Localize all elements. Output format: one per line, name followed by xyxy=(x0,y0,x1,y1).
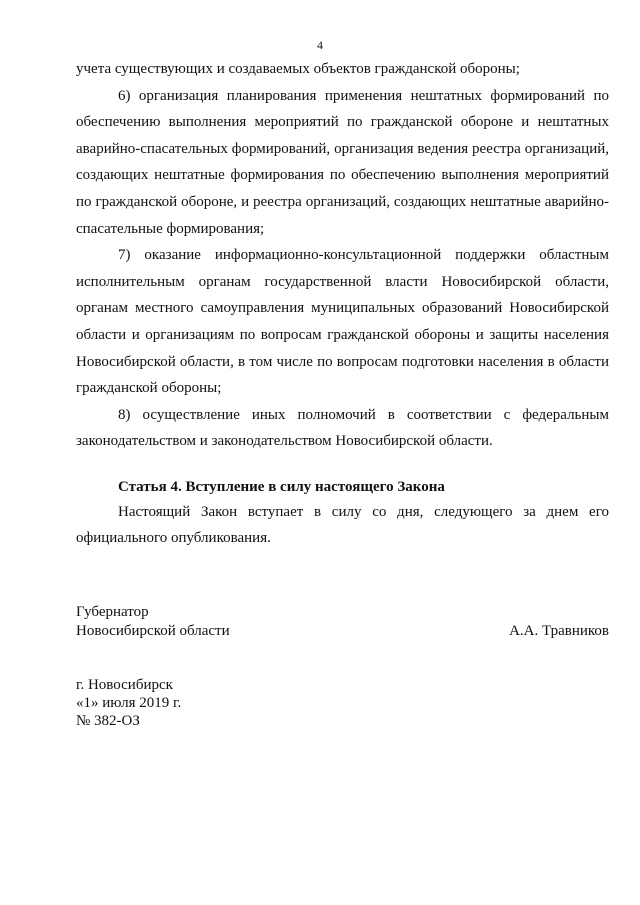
adoption-date: «1» июля 2019 г. xyxy=(76,695,182,711)
law-number: № 382-ОЗ xyxy=(76,713,140,729)
paragraph-item-6: 6) организация планирования применения нештатных формирований по обеспечению выполнения мероприятий по гражданской обороне и нештатных аварийно-спасательных формирований, организация ведения реестра организаций, создающих нештатные формирования по обеспечению выполнения мероприятий по гражданской обороне, и реестра организаций, создающих нештатные аварийно-спасательные формирования; xyxy=(76,87,609,237)
signature-block xyxy=(76,603,609,641)
paragraph-item-8: 8) осуществление иных полномочий в соответствии с федеральным законодательством и законодательством Новосибирской области. xyxy=(76,406,609,450)
signer-title-line-1: Губернатор xyxy=(76,604,149,620)
signature-row xyxy=(76,622,609,641)
article-4-body xyxy=(76,499,609,551)
signer-name: А.А. Травников xyxy=(509,623,609,639)
law-text xyxy=(76,56,609,455)
page-number: 4 xyxy=(317,38,323,52)
signer-title-line-2: Новосибирской области xyxy=(76,623,230,639)
paragraph-item-7: 7) оказание информационно-консультационной поддержки областным исполнительным органам государственной власти Новосибирской области, органам местного самоуправления муниципальных образований Новосибирской области и организациям по вопросам гражданской обороны и защиты населения Новосибирской области, в том числе по вопросам подготовки населения в области гражданской обороны; xyxy=(76,247,609,397)
place-date-block xyxy=(76,676,181,730)
article-4-heading: Статья 4. Вступление в силу настоящего Закона xyxy=(118,479,445,495)
article-4-text: Настоящий Закон вступает в силу со дня, следующего за днем его официального опубликования. xyxy=(76,504,609,546)
paragraph-continuation: учета существующих и создаваемых объектов гражданской обороны; xyxy=(76,61,520,77)
city: г. Новосибирск xyxy=(76,677,173,693)
